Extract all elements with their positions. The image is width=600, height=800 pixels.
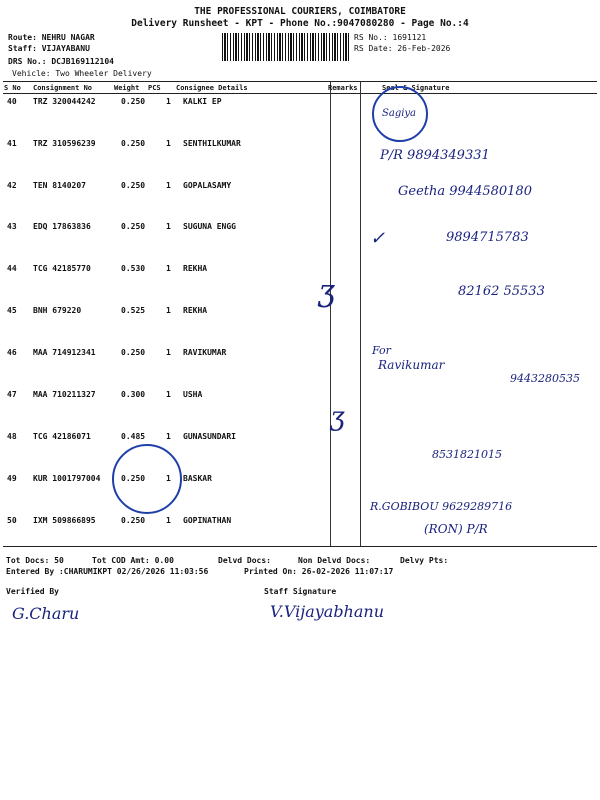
col-header-consignee: Consignee Details <box>176 84 248 92</box>
row-sno: 41 <box>7 139 17 148</box>
row-pcs: 1 <box>166 306 171 315</box>
row-weight: 0.250 <box>121 516 146 525</box>
row-consignment: KUR 1001797004 <box>33 474 101 483</box>
staff-label: Staff: VIJAYABANU <box>8 44 90 53</box>
col-header-weight: Weight <box>114 84 140 92</box>
row-consignment: TEN 8140207 <box>33 181 86 190</box>
total-cod-amount: Tot COD Amt: 0.00 <box>92 556 174 565</box>
row-sno: 42 <box>7 181 17 190</box>
handwritten-note: 9894715783 <box>446 230 529 245</box>
handwritten-note: (RON) P/R <box>424 522 488 536</box>
col-header-seal-signature: Seal & Signature <box>382 84 450 92</box>
barcode-image <box>222 33 350 61</box>
total-docs: Tot Docs: 50 <box>6 556 64 565</box>
entered-by: Entered By :CHARUMIKPT 02/26/2026 11:03:56 <box>6 567 209 576</box>
table-bottom-border <box>3 546 597 547</box>
row-consignment: BNH 679220 <box>33 306 82 315</box>
staff-signature-label: Staff Signature <box>264 587 337 596</box>
row-weight: 0.530 <box>121 264 146 273</box>
verified-by-label: Verified By <box>6 587 59 596</box>
row-consignee: RAVIKUMAR <box>183 348 227 357</box>
row-weight: 0.250 <box>121 474 146 483</box>
handwritten-note: P/R 9894349331 <box>380 148 490 163</box>
handwritten-note: R.GOBIBOU 9629289716 <box>370 500 513 513</box>
row-consignee: GOPINATHAN <box>183 516 232 525</box>
company-seal-stamp <box>112 444 182 514</box>
rs-number: RS No.: 1691121 <box>354 33 427 42</box>
remarks-divider <box>330 82 331 546</box>
row-sno: 44 <box>7 264 17 273</box>
row-consignee: SENTHILKUMAR <box>183 139 241 148</box>
row-consignment: TCG 42185770 <box>33 264 91 273</box>
rs-date: RS Date: 26-Feb-2026 <box>354 44 451 53</box>
row-weight: 0.250 <box>121 222 146 231</box>
row-pcs: 1 <box>166 222 171 231</box>
row-weight: 0.485 <box>121 432 146 441</box>
row-pcs: 1 <box>166 348 171 357</box>
handwritten-note: For <box>372 344 391 357</box>
row-sno: 49 <box>7 474 17 483</box>
handwritten-note: Geetha 9944580180 <box>398 184 532 199</box>
staff-signature: V.Vijayabhanu <box>270 602 385 621</box>
row-consignee: GOPALASAMY <box>183 181 232 190</box>
row-sno: 46 <box>7 348 17 357</box>
row-weight: 0.300 <box>121 390 146 399</box>
row-weight: 0.250 <box>121 348 146 357</box>
handwritten-note: Ravikumar <box>378 358 445 372</box>
handwritten-signature: Sagiya <box>382 108 417 119</box>
row-pcs: 1 <box>166 390 171 399</box>
row-sno: 45 <box>7 306 17 315</box>
row-pcs: 1 <box>166 516 171 525</box>
col-header-remarks: Remarks <box>328 84 358 92</box>
signature-divider <box>360 82 361 546</box>
row-pcs: 1 <box>166 97 171 106</box>
handwritten-note: 8531821015 <box>432 448 502 461</box>
row-sno: 50 <box>7 516 17 525</box>
drs-number: DRS No.: DCJB169112104 <box>8 57 114 66</box>
col-header-sno: S No <box>4 84 21 92</box>
row-consignee: SUGUNA ENGG <box>183 222 236 231</box>
vehicle-label: Vehicle: Two Wheeler Delivery <box>12 69 152 78</box>
handwritten-signature: ʒ <box>318 274 335 309</box>
handwritten-signature: ✓ <box>370 228 386 249</box>
non-delivered-docs: Non Delvd Docs: <box>298 556 371 565</box>
row-consignee: REKHA <box>183 306 208 315</box>
verified-signature: G.Charu <box>12 604 80 623</box>
table-header-border <box>3 93 597 94</box>
row-weight: 0.250 <box>121 181 146 190</box>
document-subtitle: Delivery Runsheet - KPT - Phone No.:9047080280 - Page No.:4 <box>131 18 469 29</box>
row-consignment: MAA 714912341 <box>33 348 96 357</box>
table-top-border <box>3 81 597 82</box>
row-consignment: EDQ 17863836 <box>33 222 91 231</box>
row-consignee: KALKI EP <box>183 97 222 106</box>
row-consignment: TCG 42186071 <box>33 432 91 441</box>
row-sno: 43 <box>7 222 17 231</box>
route-label: Route: NEHRU NAGAR <box>8 33 95 42</box>
row-pcs: 1 <box>166 474 171 483</box>
delivery-points: Delvy Pts: <box>400 556 449 565</box>
col-header-consignment: Consignment No <box>33 84 93 92</box>
row-consignment: IXM 509866895 <box>33 516 96 525</box>
row-consignee: USHA <box>183 390 203 399</box>
row-consignment: MAA 710211327 <box>33 390 96 399</box>
row-sno: 48 <box>7 432 17 441</box>
handwritten-note: 82162 55533 <box>458 284 545 299</box>
row-sno: 47 <box>7 390 17 399</box>
col-header-pcs: PCS <box>148 84 161 92</box>
row-consignment: TRZ 310596239 <box>33 139 96 148</box>
row-sno: 40 <box>7 97 17 106</box>
row-consignee: GUNASUNDARI <box>183 432 236 441</box>
row-pcs: 1 <box>166 181 171 190</box>
document-title: THE PROFESSIONAL COURIERS, COIMBATORE <box>194 6 406 17</box>
handwritten-note: 9443280535 <box>510 372 580 385</box>
row-weight: 0.250 <box>121 139 146 148</box>
row-consignment: TRZ 320044242 <box>33 97 96 106</box>
row-pcs: 1 <box>166 139 171 148</box>
row-pcs: 1 <box>166 264 171 273</box>
row-weight: 0.250 <box>121 97 146 106</box>
row-weight: 0.525 <box>121 306 146 315</box>
row-consignee: REKHA <box>183 264 208 273</box>
row-consignee: BASKAR <box>183 474 212 483</box>
row-pcs: 1 <box>166 432 171 441</box>
printed-on: Printed On: 26-02-2026 11:07:17 <box>244 567 394 576</box>
delivered-docs: Delvd Docs: <box>218 556 271 565</box>
handwritten-signature: ʒ <box>330 402 345 432</box>
